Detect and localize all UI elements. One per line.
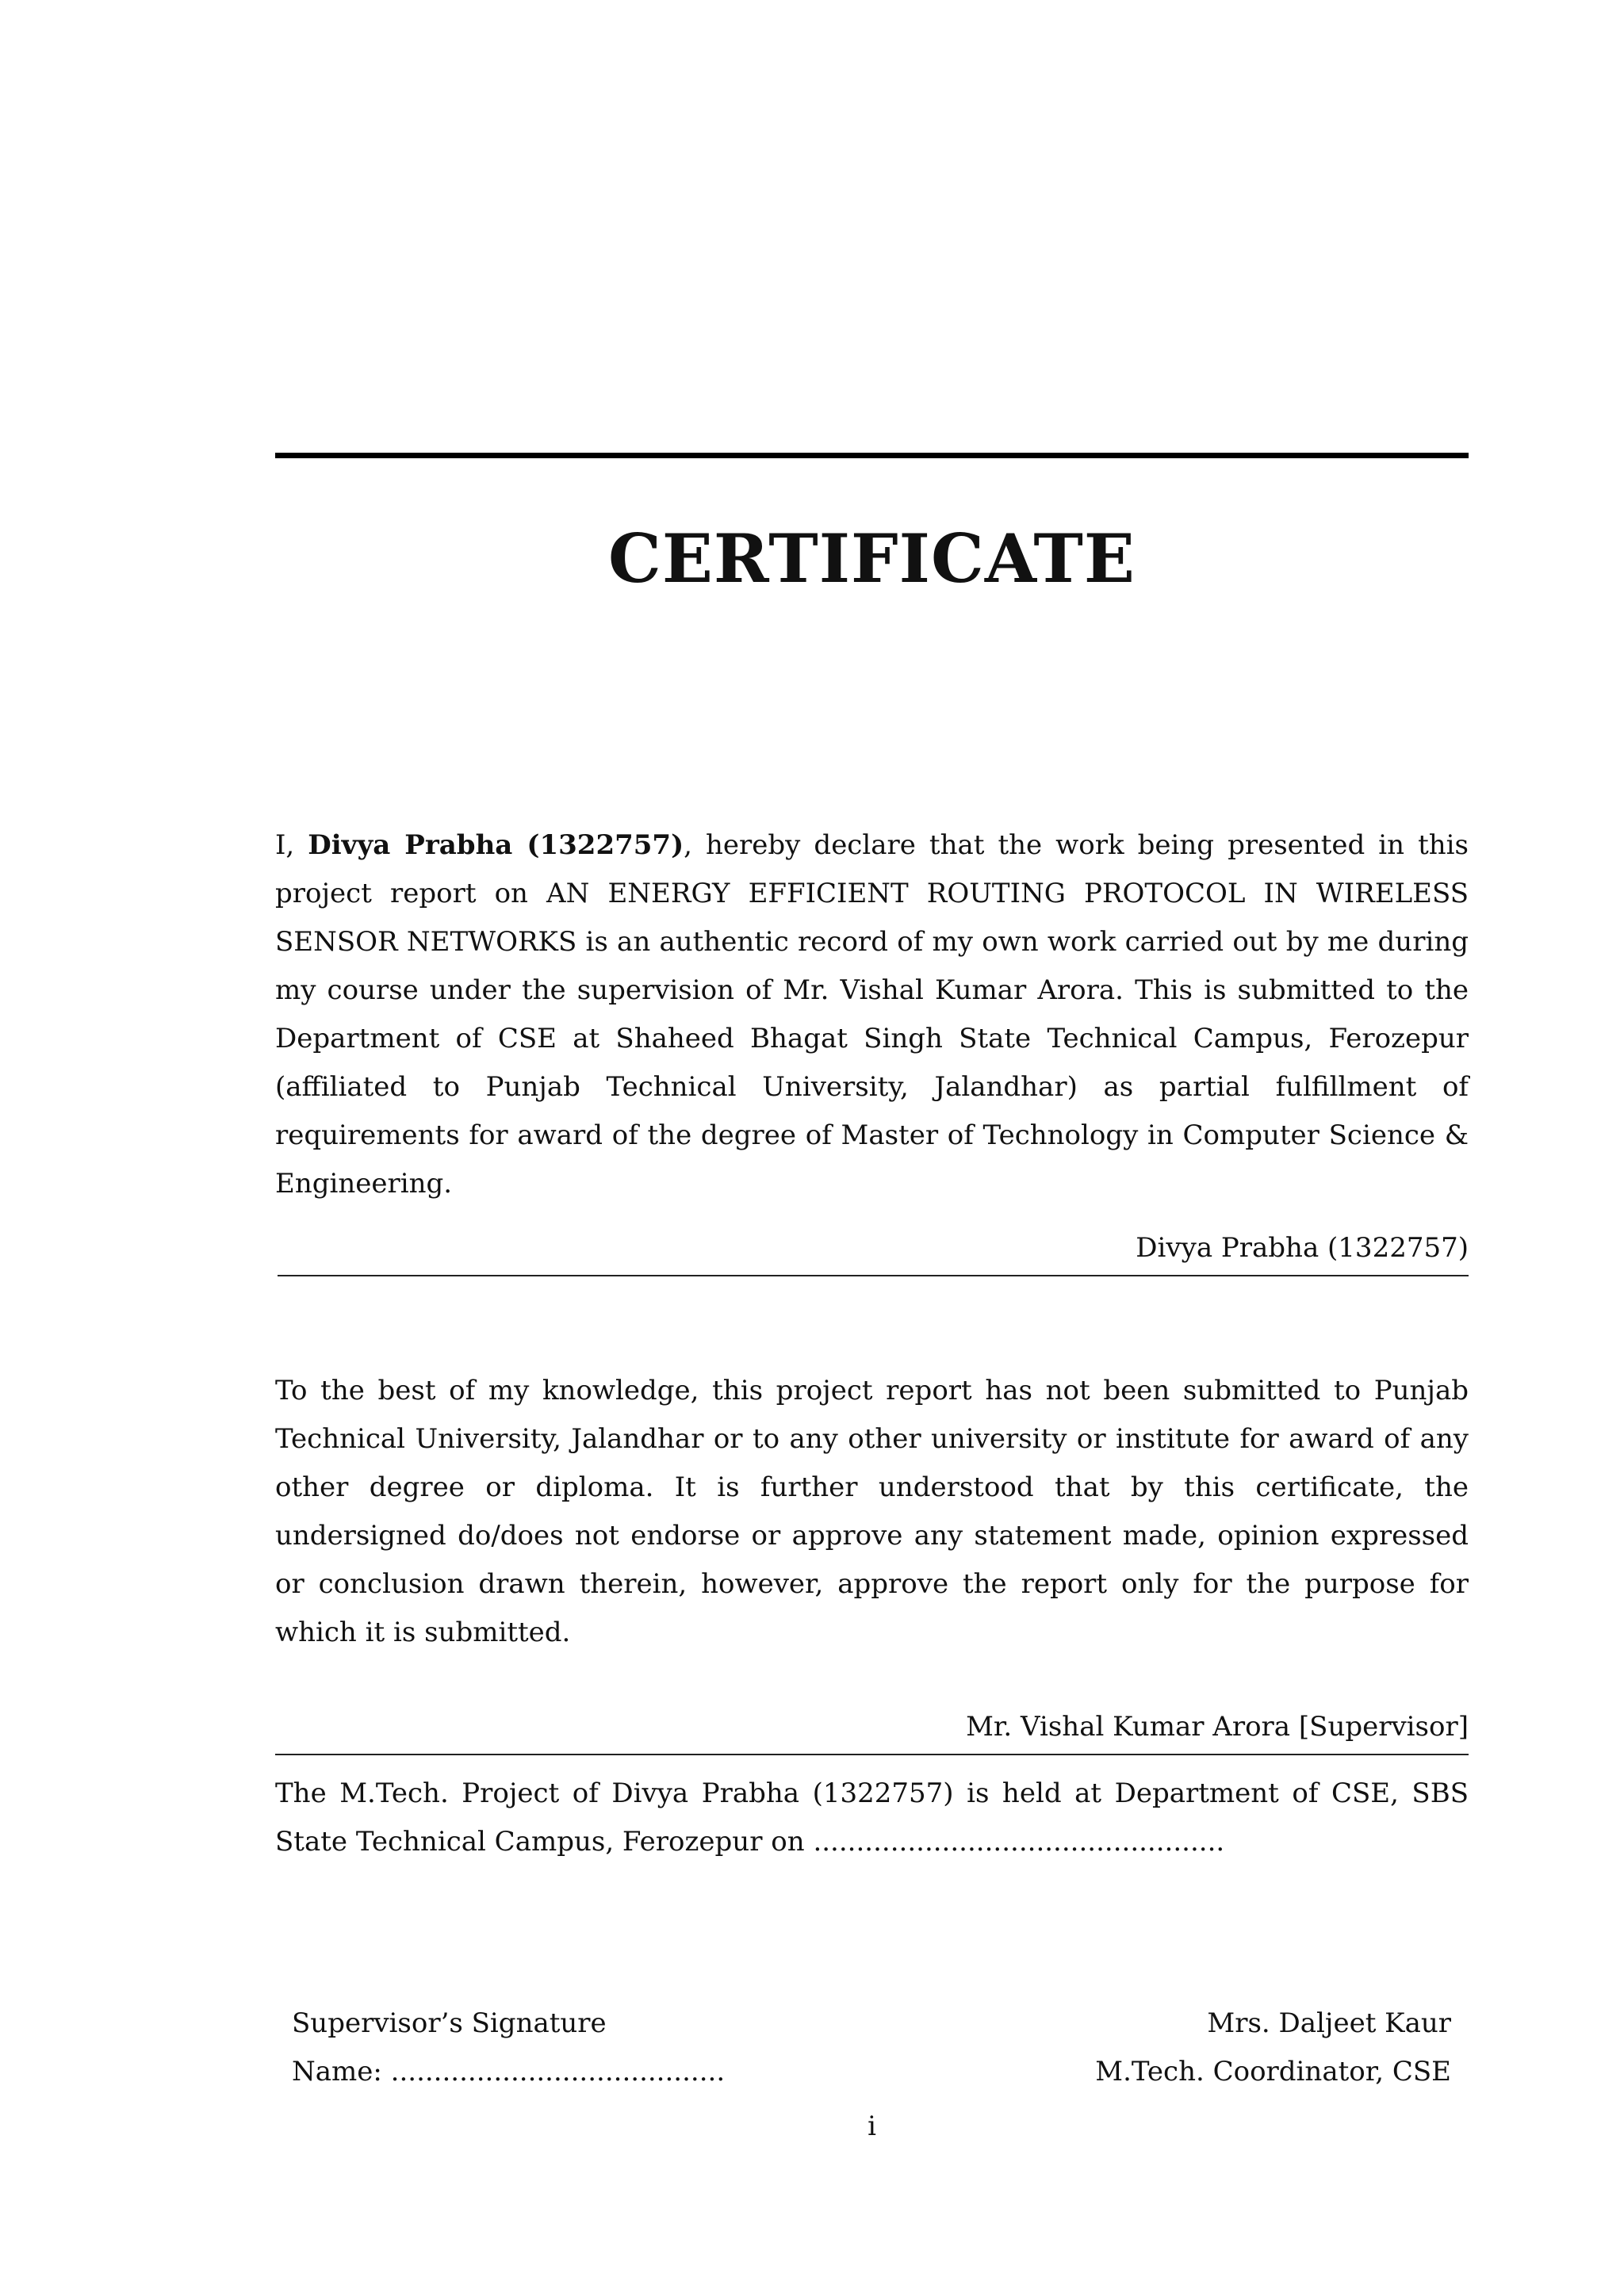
coordinator-title: M.Tech. Coordinator, CSE <box>1095 2056 1451 2087</box>
viva-statement: The M.Tech. Project of Divya Prabha (1322757) is held at Department of CSE, SBS State Technical Campus, Ferozepur on ................................................ <box>275 1777 1469 1858</box>
supervisor-signature-caption: Supervisor’s Signature <box>292 2007 607 2039</box>
page-title: CERTIFICATE <box>608 519 1136 598</box>
student-signature-label: Divya Prabha (1322757) <box>1136 1232 1469 1264</box>
supervisor-name-field: Name: ....................................... <box>292 2056 726 2087</box>
coordinator-name: Mrs. Daljeet Kaur <box>1207 2007 1451 2039</box>
declaration-intro: I, <box>275 829 308 861</box>
declaration-text: , hereby declare that the work being presented in this project report on AN ENERGY EFFICIENT ROUTING PROTOCOL IN WIRELESS SENSOR NETWORKS is an authentic record of my own work carried out by me during my course under the supervision of Mr. Vishal Kumar Arora. This is submitted to the Department of CSE at Shaheed Bhagat Singh State Technical Campus, Ferozepur (affiliated to Punjab Technical University, Jalandhar) as partial fulfillment of requirements for award of the degree of Master of Technology in Computer Science & Engineering. <box>275 829 1469 1200</box>
declaration-paragraph <box>275 821 1469 1208</box>
supervisor-signature-line <box>275 1754 1469 1755</box>
supervisor-signature-label: Mr. Vishal Kumar Arora [Supervisor] <box>966 1711 1469 1743</box>
page-number: i <box>868 2110 876 2142</box>
supervisor-statement: To the best of my knowledge, this project report has not been submitted to Punjab Technical University, Jalandhar or to any other university or institute for award of any other degree or diploma. It is further understood that by this certificate, the undersigned do/does not endorse or approve any statement made, opinion expressed or conclusion drawn therein, however, approve the report only for the purpose for which it is submitted. <box>275 1375 1469 1648</box>
student-name-bold: Divya Prabha (1322757) <box>308 829 684 861</box>
student-signature-line <box>278 1275 1469 1276</box>
top-rule <box>275 453 1469 458</box>
